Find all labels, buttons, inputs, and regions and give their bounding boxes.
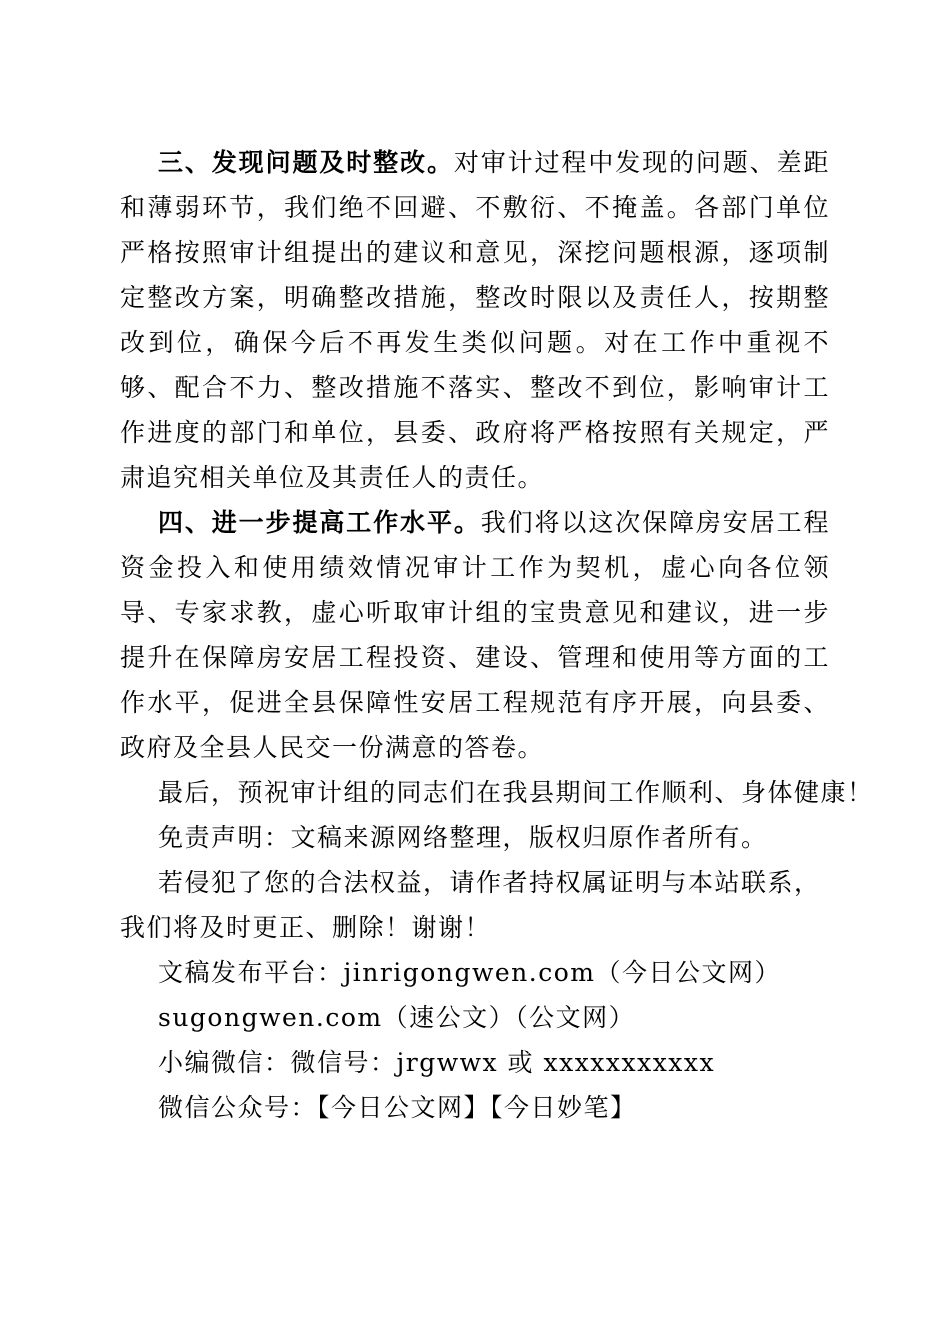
wechat-public-account: 微信公众号：【今日公文网】【今日妙笔】 <box>158 1093 637 1122</box>
infringement-notice: 若侵犯了您的合法权益，请作者持权属证明与本站联系，我们将及时更正、删除！谢谢！ <box>120 868 821 942</box>
section-4-body: 我们将以这次保障房安居工程资金投入和使用绩效情况审计工作为契机，虚心向各位领导、专家求教，虚心听取审计组的宝贵意见和建议，进一步提升在保障房安居工程投资、建设、管理和使用等方面的工作水平，促进全县保障性安居工程规范有序开展，向县委、政府及全县人民交一份满意的答卷。 <box>120 508 830 762</box>
closing-wish: 最后，预祝审计组的同志们在我县期间工作顺利、身体健康！ <box>158 778 874 807</box>
disclaimer-text: 免责声明：文稿来源网络整理，版权归原作者所有。 <box>158 823 768 852</box>
section-4-heading: 四、进一步提高工作水平。 <box>158 508 481 537</box>
section-4-paragraph <box>120 500 830 770</box>
section-3-heading: 三、发现问题及时整改。 <box>158 148 454 177</box>
editor-wechat: 小编微信：微信号：jrgwwx 或 xxxxxxxxxxx <box>158 1048 716 1077</box>
secondary-site: sugongwen.com（速公文）（公文网） <box>158 1003 636 1032</box>
publish-platform: 文稿发布平台：jinrigongwen.com（今日公文网） <box>158 958 781 987</box>
section-3-paragraph <box>120 140 830 500</box>
document-body <box>120 140 874 1130</box>
section-3-body: 对审计过程中发现的问题、差距和薄弱环节，我们绝不回避、不敷衍、不掩盖。各部门单位严格按照审计组提出的建议和意见，深挖问题根源，逐项制定整改方案，明确整改措施，整改时限以及责任人，按期整改到位，确保今后不再发生类似问题。对在工作中重视不够、配合不力、整改措施不落实、整改不到位，影响审计工作进度的部门和单位，县委、政府将严格按照有关规定，严肃追究相关单位及其责任人的责任。 <box>120 148 830 492</box>
